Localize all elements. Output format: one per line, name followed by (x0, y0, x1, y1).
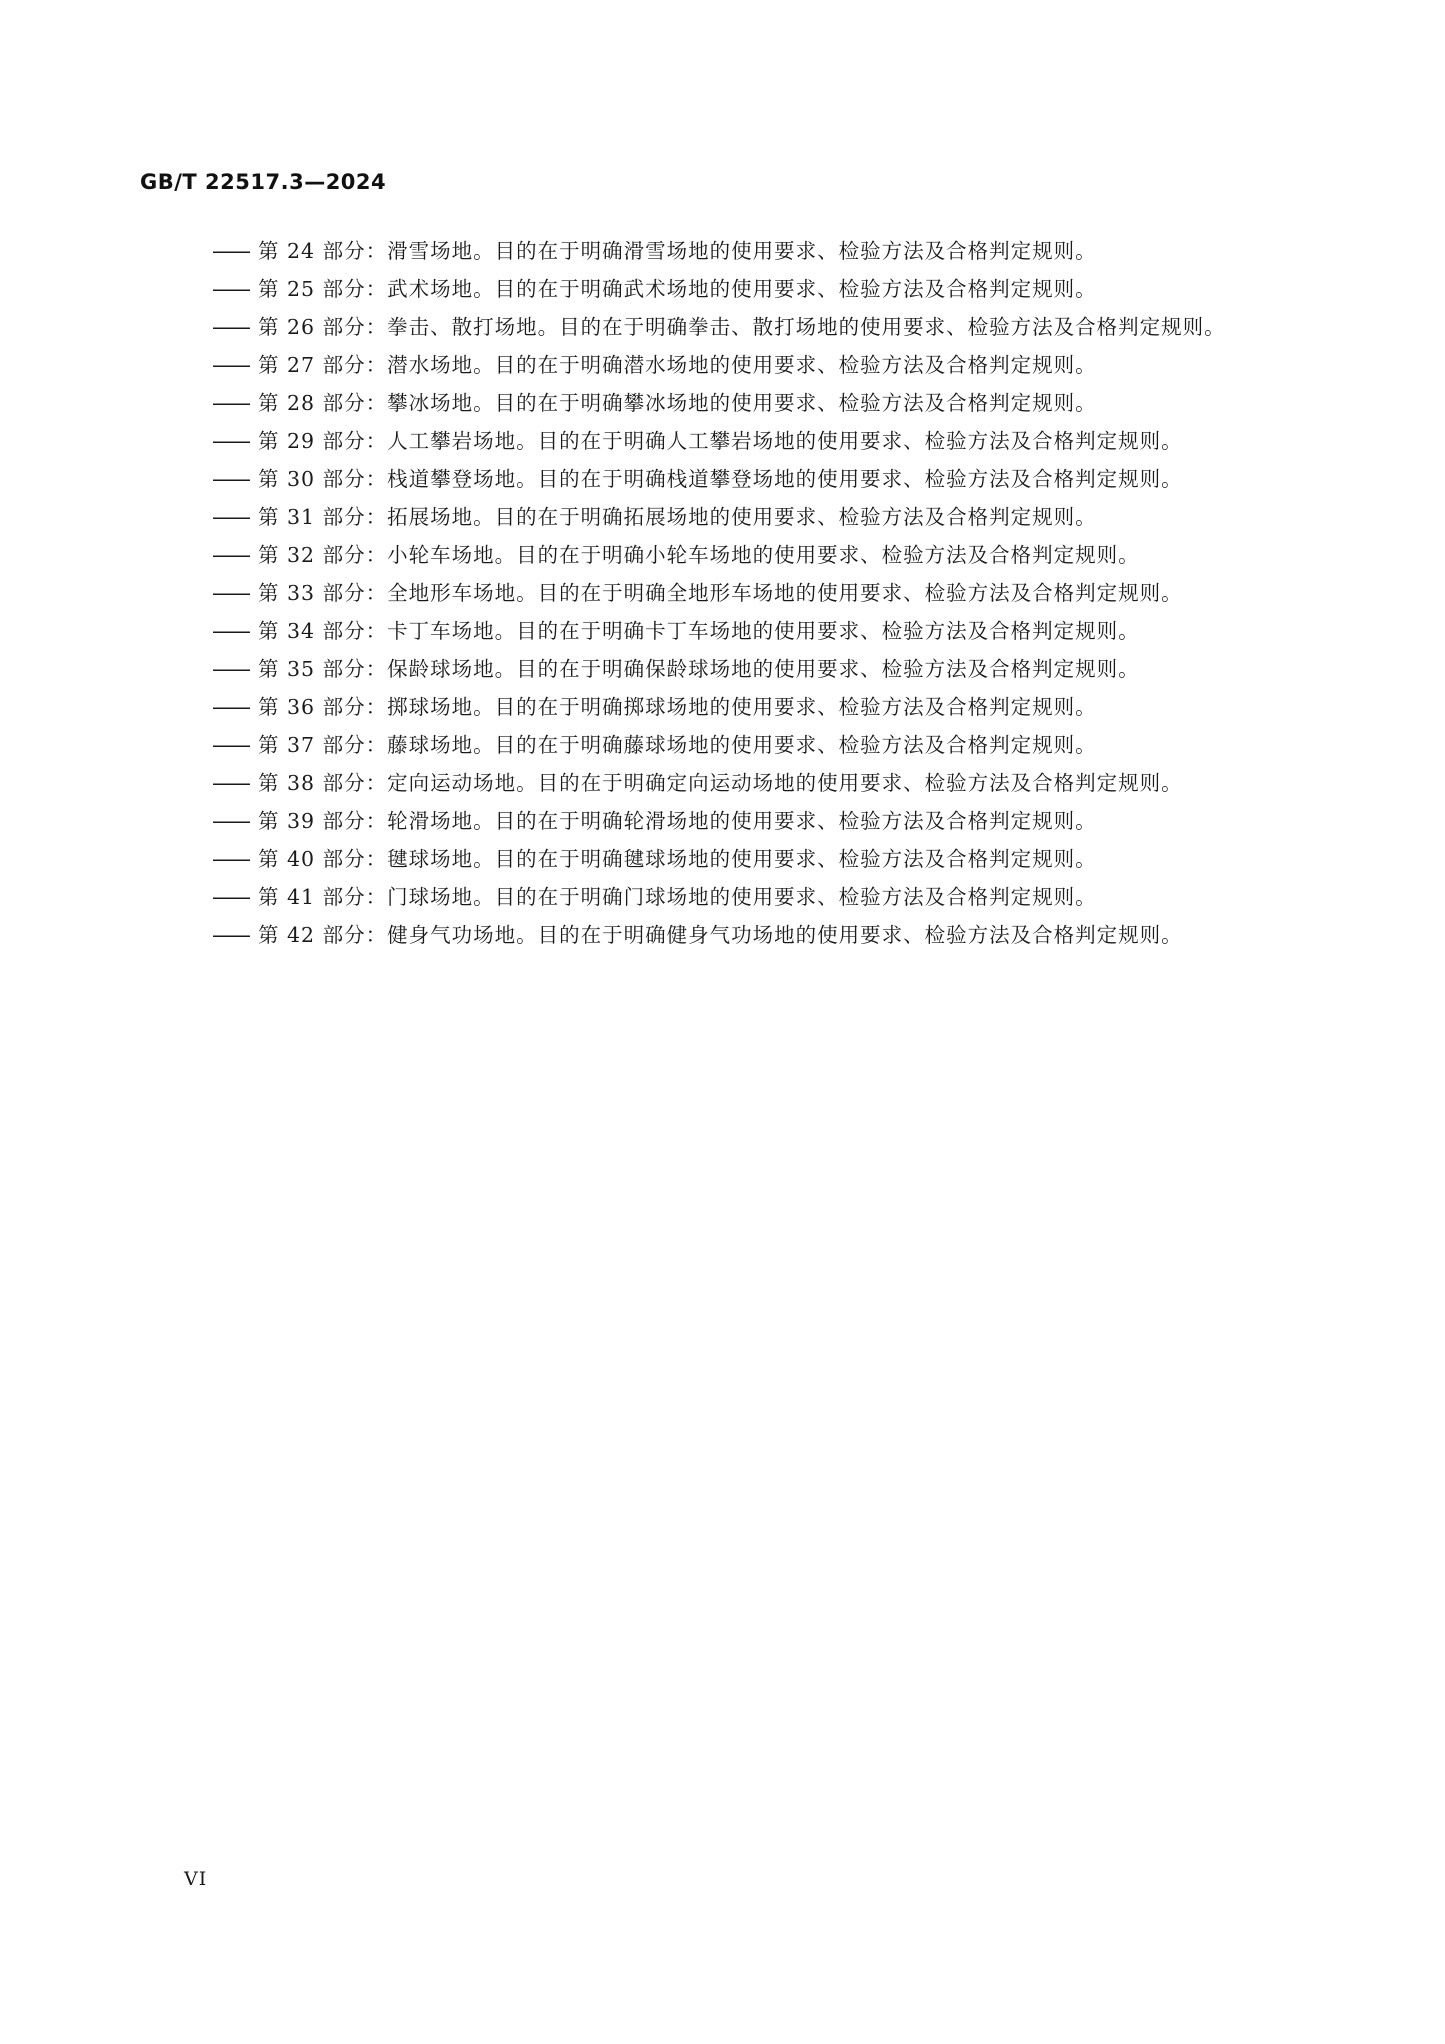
list-item-text: 第 26 部分：拳击、散打场地。目的在于明确拳击、散打场地的使用要求、检验方法及合格判定规则。 (258, 315, 1226, 339)
list-item (212, 726, 1282, 764)
list-dash: —— (212, 581, 249, 605)
list-dash: —— (212, 695, 249, 719)
list-dash: —— (212, 277, 249, 301)
list-dash: —— (212, 239, 249, 263)
list-item-text: 第 28 部分：攀冰场地。目的在于明确攀冰场地的使用要求、检验方法及合格判定规则。 (258, 391, 1097, 415)
list-dash: —— (212, 923, 249, 947)
list-item-text: 第 33 部分：全地形车场地。目的在于明确全地形车场地的使用要求、检验方法及合格判定规则。 (258, 581, 1183, 605)
list-item (212, 802, 1282, 840)
parts-list (212, 232, 1282, 954)
standard-number-header: GB/T 22517.3—2024 (140, 170, 387, 194)
list-dash: —— (212, 391, 249, 415)
list-item (212, 346, 1282, 384)
list-item-text: 第 39 部分：轮滑场地。目的在于明确轮滑场地的使用要求、检验方法及合格判定规则。 (258, 809, 1097, 833)
list-dash: —— (212, 657, 249, 681)
list-item (212, 384, 1282, 422)
list-dash: —— (212, 809, 249, 833)
list-dash: —— (212, 315, 249, 339)
list-item-text: 第 24 部分：滑雪场地。目的在于明确滑雪场地的使用要求、检验方法及合格判定规则。 (258, 239, 1097, 263)
list-item-text: 第 37 部分：藤球场地。目的在于明确藤球场地的使用要求、检验方法及合格判定规则。 (258, 733, 1097, 757)
list-item (212, 422, 1282, 460)
list-dash: —— (212, 353, 249, 377)
list-item (212, 878, 1282, 916)
list-dash: —— (212, 847, 249, 871)
list-dash: —— (212, 771, 249, 795)
list-item (212, 536, 1282, 574)
list-item-text: 第 31 部分：拓展场地。目的在于明确拓展场地的使用要求、检验方法及合格判定规则。 (258, 505, 1097, 529)
list-item (212, 574, 1282, 612)
list-item-text: 第 41 部分：门球场地。目的在于明确门球场地的使用要求、检验方法及合格判定规则。 (258, 885, 1097, 909)
list-item (212, 460, 1282, 498)
list-item-text: 第 32 部分：小轮车场地。目的在于明确小轮车场地的使用要求、检验方法及合格判定规则。 (258, 543, 1140, 567)
list-item-text: 第 29 部分：人工攀岩场地。目的在于明确人工攀岩场地的使用要求、检验方法及合格判定规则。 (258, 429, 1183, 453)
list-item (212, 840, 1282, 878)
list-dash: —— (212, 619, 249, 643)
list-item-text: 第 34 部分：卡丁车场地。目的在于明确卡丁车场地的使用要求、检验方法及合格判定规则。 (258, 619, 1140, 643)
list-dash: —— (212, 543, 249, 567)
list-item-text: 第 27 部分：潜水场地。目的在于明确潜水场地的使用要求、检验方法及合格判定规则。 (258, 353, 1097, 377)
list-item-text: 第 38 部分：定向运动场地。目的在于明确定向运动场地的使用要求、检验方法及合格判定规则。 (258, 771, 1183, 795)
list-dash: —— (212, 505, 249, 529)
page-number: VI (184, 1868, 208, 1890)
list-dash: —— (212, 467, 249, 491)
list-item (212, 498, 1282, 536)
list-item-text: 第 42 部分：健身气功场地。目的在于明确健身气功场地的使用要求、检验方法及合格判定规则。 (258, 923, 1183, 947)
list-item (212, 764, 1282, 802)
list-item (212, 688, 1282, 726)
list-dash: —— (212, 733, 249, 757)
list-item-text: 第 40 部分：毽球场地。目的在于明确毽球场地的使用要求、检验方法及合格判定规则。 (258, 847, 1097, 871)
list-item-text: 第 36 部分：掷球场地。目的在于明确掷球场地的使用要求、检验方法及合格判定规则。 (258, 695, 1097, 719)
list-dash: —— (212, 885, 249, 909)
list-item-text: 第 30 部分：栈道攀登场地。目的在于明确栈道攀登场地的使用要求、检验方法及合格判定规则。 (258, 467, 1183, 491)
list-item (212, 612, 1282, 650)
list-item (212, 270, 1282, 308)
list-item-text: 第 25 部分：武术场地。目的在于明确武术场地的使用要求、检验方法及合格判定规则。 (258, 277, 1097, 301)
list-item (212, 650, 1282, 688)
list-dash: —— (212, 429, 249, 453)
list-item (212, 308, 1282, 346)
list-item-text: 第 35 部分：保龄球场地。目的在于明确保龄球场地的使用要求、检验方法及合格判定规则。 (258, 657, 1140, 681)
list-item (212, 916, 1282, 954)
list-item (212, 232, 1282, 270)
